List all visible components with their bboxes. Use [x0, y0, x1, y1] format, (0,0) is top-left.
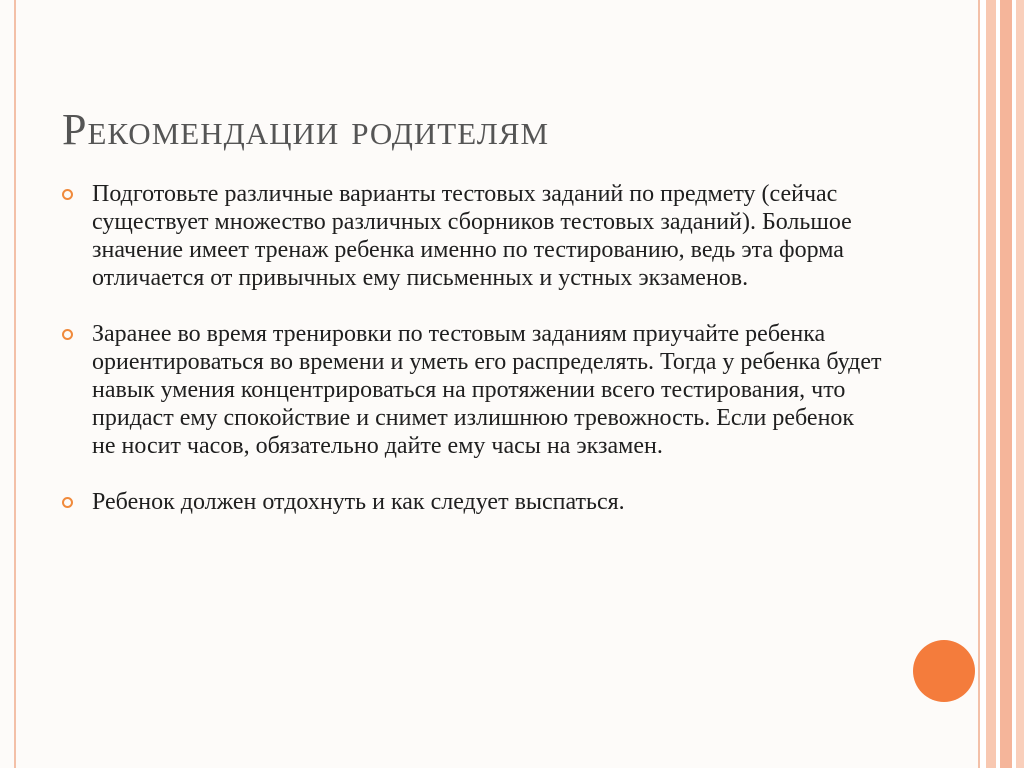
ring-bullet-icon — [62, 497, 73, 508]
ring-bullet-icon — [62, 329, 73, 340]
decorative-stripes — [980, 0, 1024, 768]
slide-title: Рекомендации родителям — [62, 105, 550, 154]
orange-circle-decoration — [913, 640, 975, 702]
bullet-text: Ребенок должен отдохнуть и как следует выспаться. — [92, 489, 625, 515]
bullet-item — [62, 488, 882, 516]
ring-bullet-icon — [62, 189, 73, 200]
bullet-text: Заранее во время тренировки по тестовым заданиям приучайте ребенка ориентироваться во времени и уметь его распределять. Тогда у ребенка будет навык умения концентрироваться на протяжении всего тестирования, что придаст ему спокойствие и снимет излишнюю тревожность. Если ребенок не носит часов, обязательно дайте ему часы на экзамен. — [92, 321, 882, 459]
bullet-item — [62, 180, 882, 292]
bullet-item — [62, 320, 882, 460]
stripe — [986, 0, 996, 768]
bullet-text: Подготовьте различные варианты тестовых заданий по предмету (сейчас существует множество различных сборников тестовых заданий). Большое значение имеет тренаж ребенка именно по тестированию, ведь эта форма отличается от привычных ему письменных и устных экзаменов. — [92, 181, 852, 291]
stripe — [1016, 0, 1024, 768]
bullet-list — [62, 180, 882, 544]
stripe — [1000, 0, 1012, 768]
